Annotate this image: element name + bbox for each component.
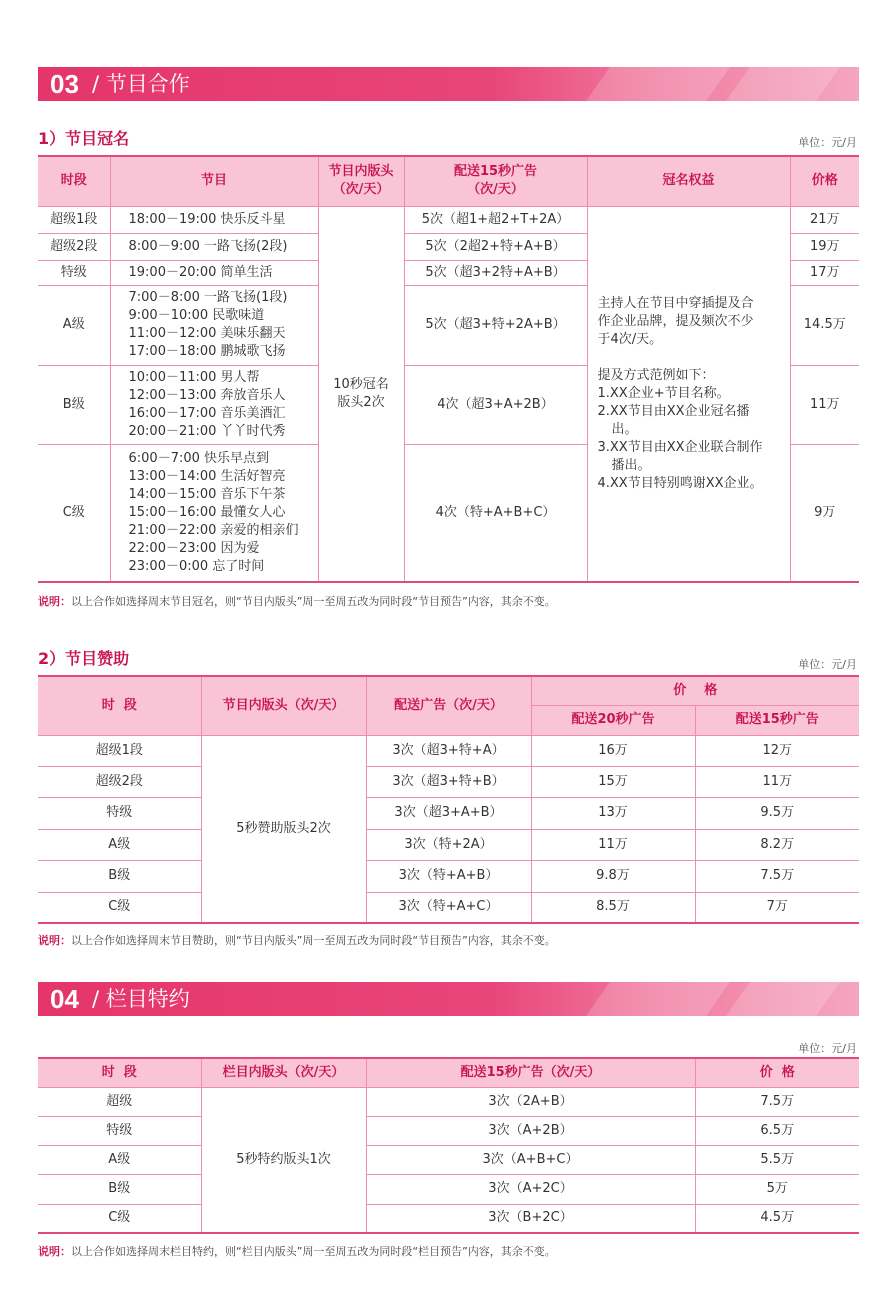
- footnote-label: 说明：: [38, 595, 71, 608]
- table-row: [38, 1145, 859, 1174]
- section-03-banner: [38, 67, 859, 101]
- price-cell: 14.5万: [790, 285, 859, 365]
- ads-cell: 4次（超3+A+2B）: [404, 365, 587, 444]
- slot-cell: 特级: [38, 1116, 201, 1145]
- ads-cell: 3次（特+A+B）: [366, 860, 531, 892]
- section-04-banner: [38, 982, 859, 1016]
- price15-cell: 11万: [695, 766, 859, 797]
- slot-cell: A级: [38, 829, 201, 860]
- col-header-ad20: 配送20秒广告: [531, 705, 695, 735]
- footnote-label: 说明：: [38, 1245, 71, 1258]
- price15-cell: 7.5万: [695, 860, 859, 892]
- slot-cell: A级: [38, 285, 110, 365]
- footnote: [38, 932, 556, 948]
- price15-cell: 7万: [695, 892, 859, 923]
- col-header-price: 价 格: [695, 1058, 859, 1087]
- slot-cell: 特级: [38, 260, 110, 285]
- col-header-program: 节目: [110, 156, 318, 206]
- table-row: [38, 735, 859, 766]
- footnote: [38, 1243, 556, 1259]
- table-row: [38, 766, 859, 797]
- ads-cell: 3次（超3+A+B）: [366, 797, 531, 829]
- program-cell: 18:00－19:00 快乐反斗星: [110, 206, 318, 233]
- price-cell: 9万: [790, 444, 859, 582]
- special-sponsor-table: [38, 1057, 859, 1234]
- subsection-title-sponsorship: 2）节目赞助: [38, 649, 130, 668]
- col-header-ads: 配送15秒广告 （次/天）: [404, 156, 587, 206]
- unit-label: 单位：元/月: [798, 136, 857, 149]
- footnote: [38, 593, 556, 609]
- section-title: / 栏目特约: [92, 987, 190, 1011]
- section-number: 03: [50, 69, 79, 99]
- ads-cell: 5次（超3+2特+A+B）: [404, 260, 587, 285]
- col-header-ads: 配送广告（次/天）: [366, 676, 531, 735]
- table-row: [38, 860, 859, 892]
- table-row: [38, 206, 859, 233]
- footnote-text: 以上合作如选择周末栏目特约，则“栏目内版头”周一至周五改为同时段“栏目预告”内容，其余不变。: [71, 1245, 556, 1258]
- ads-cell: 5次（2超2+特+A+B）: [404, 233, 587, 260]
- program-cell: 10:00－11:00 男人帮 12:00－13:00 奔放音乐人 16:00－17:00 音乐美酒汇 20:00－21:00 丫丫时代秀: [110, 365, 318, 444]
- footnote-text: 以上合作如选择周末节目冠名，则“节目内版头”周一至周五改为同时段“节目预告”内容，其余不变。: [71, 595, 556, 608]
- program-cell: 6:00－7:00 快乐早点到 13:00－14:00 生活好智亮 14:00－15:00 音乐下午茶 15:00－16:00 最懂女人心 21:00－22:00 亲爱的相亲们 22:00－23:00 因为爱 23:00－0:00 忘了时间: [110, 444, 318, 582]
- header-spot-cell: 5秒特约版头1次: [201, 1087, 366, 1233]
- program-cell: 7:00－8:00 一路飞扬(1段) 9:00－10:00 民歌味道 11:00－12:00 美味乐翻天 17:00－18:00 鹏城歌飞扬: [110, 285, 318, 365]
- slot-cell: 超级: [38, 1087, 201, 1116]
- slot-cell: 超级1段: [38, 735, 201, 766]
- col-header-ad15: 配送15秒广告: [695, 705, 859, 735]
- sponsorship-table: [38, 675, 859, 924]
- col-header-header-spot: 栏目内版头（次/天）: [201, 1058, 366, 1087]
- ads-cell: 3次（2A+B）: [366, 1087, 695, 1116]
- table-row: [38, 1174, 859, 1204]
- ads-cell: 3次（B+2C）: [366, 1204, 695, 1233]
- ads-cell: 3次（A+B+C）: [366, 1145, 695, 1174]
- program-cell: 8:00－9:00 一路飞扬(2段): [110, 233, 318, 260]
- slot-cell: C级: [38, 1204, 201, 1233]
- col-header-slot: 时 段: [38, 676, 201, 735]
- benefits-cell: 主持人在节目中穿插提及合 作企业品牌，提及频次不少 于4次/天。 提及方式范例如下： 1.XX企业+节目名称。 2.XX节目由XX企业冠名播 出。 3.XX节目由XX企业联合制作 播出。 4.XX节目特别鸣谢XX企业。: [587, 206, 790, 582]
- col-header-slot: 时 段: [38, 1058, 201, 1087]
- program-cell: 19:00－20:00 简单生活: [110, 260, 318, 285]
- ads-cell: 3次（特+2A）: [366, 829, 531, 860]
- price15-cell: 9.5万: [695, 797, 859, 829]
- table-row: [38, 797, 859, 829]
- slot-cell: C级: [38, 444, 110, 582]
- section-number: 04: [50, 984, 79, 1014]
- unit-label: 单位：元/月: [798, 1042, 857, 1055]
- price-cell: 19万: [790, 233, 859, 260]
- price20-cell: 13万: [531, 797, 695, 829]
- slot-cell: C级: [38, 892, 201, 923]
- col-header-header-spot: 节目内版头（次/天）: [201, 676, 366, 735]
- footnote-label: 说明：: [38, 934, 71, 947]
- slot-cell: 超级2段: [38, 233, 110, 260]
- price-cell: 21万: [790, 206, 859, 233]
- col-header-ads: 配送15秒广告（次/天）: [366, 1058, 695, 1087]
- unit-label: 单位：元/月: [798, 658, 857, 671]
- slot-cell: B级: [38, 860, 201, 892]
- table-row: [38, 1087, 859, 1116]
- price20-cell: 15万: [531, 766, 695, 797]
- ads-cell: 3次（超3+特+A）: [366, 735, 531, 766]
- price-cell: 11万: [790, 365, 859, 444]
- price-cell: 6.5万: [695, 1116, 859, 1145]
- price20-cell: 11万: [531, 829, 695, 860]
- header-spot-cell: 5秒赞助版头2次: [201, 735, 366, 923]
- col-header-price: 价格: [790, 156, 859, 206]
- slot-cell: B级: [38, 365, 110, 444]
- table-row: [38, 1116, 859, 1145]
- price-cell: 7.5万: [695, 1087, 859, 1116]
- slot-cell: A级: [38, 1145, 201, 1174]
- slot-cell: 特级: [38, 797, 201, 829]
- slot-cell: 超级1段: [38, 206, 110, 233]
- price15-cell: 12万: [695, 735, 859, 766]
- slot-cell: 超级2段: [38, 766, 201, 797]
- price-cell: 5万: [695, 1174, 859, 1204]
- subsection-title-sponsorship-naming: 1）节目冠名: [38, 129, 130, 148]
- ads-cell: 3次（A+2C）: [366, 1174, 695, 1204]
- ads-cell: 3次（超3+特+B）: [366, 766, 531, 797]
- table-row: [38, 892, 859, 923]
- ads-cell: 5次（超3+特+2A+B）: [404, 285, 587, 365]
- price-cell: 5.5万: [695, 1145, 859, 1174]
- price20-cell: 16万: [531, 735, 695, 766]
- price15-cell: 8.2万: [695, 829, 859, 860]
- col-header-slot: 时段: [38, 156, 110, 206]
- ads-cell: 3次（A+2B）: [366, 1116, 695, 1145]
- price-cell: 4.5万: [695, 1204, 859, 1233]
- price20-cell: 9.8万: [531, 860, 695, 892]
- col-header-benefits: 冠名权益: [587, 156, 790, 206]
- col-header-header-spot: 节目内版头 （次/天）: [318, 156, 404, 206]
- table-row: [38, 1204, 859, 1233]
- ads-cell: 5次（超1+超2+T+2A）: [404, 206, 587, 233]
- ads-cell: 3次（特+A+C）: [366, 892, 531, 923]
- header-spot-cell: 10秒冠名 版头2次: [318, 206, 404, 582]
- table-row: [38, 829, 859, 860]
- price20-cell: 8.5万: [531, 892, 695, 923]
- section-title: / 节目合作: [92, 72, 190, 96]
- price-cell: 17万: [790, 260, 859, 285]
- naming-table: [38, 155, 859, 583]
- col-header-price: 价 格: [531, 676, 859, 705]
- slot-cell: B级: [38, 1174, 201, 1204]
- ads-cell: 4次（特+A+B+C）: [404, 444, 587, 582]
- footnote-text: 以上合作如选择周末节目赞助，则“节目内版头”周一至周五改为同时段“节目预告”内容，其余不变。: [71, 934, 556, 947]
